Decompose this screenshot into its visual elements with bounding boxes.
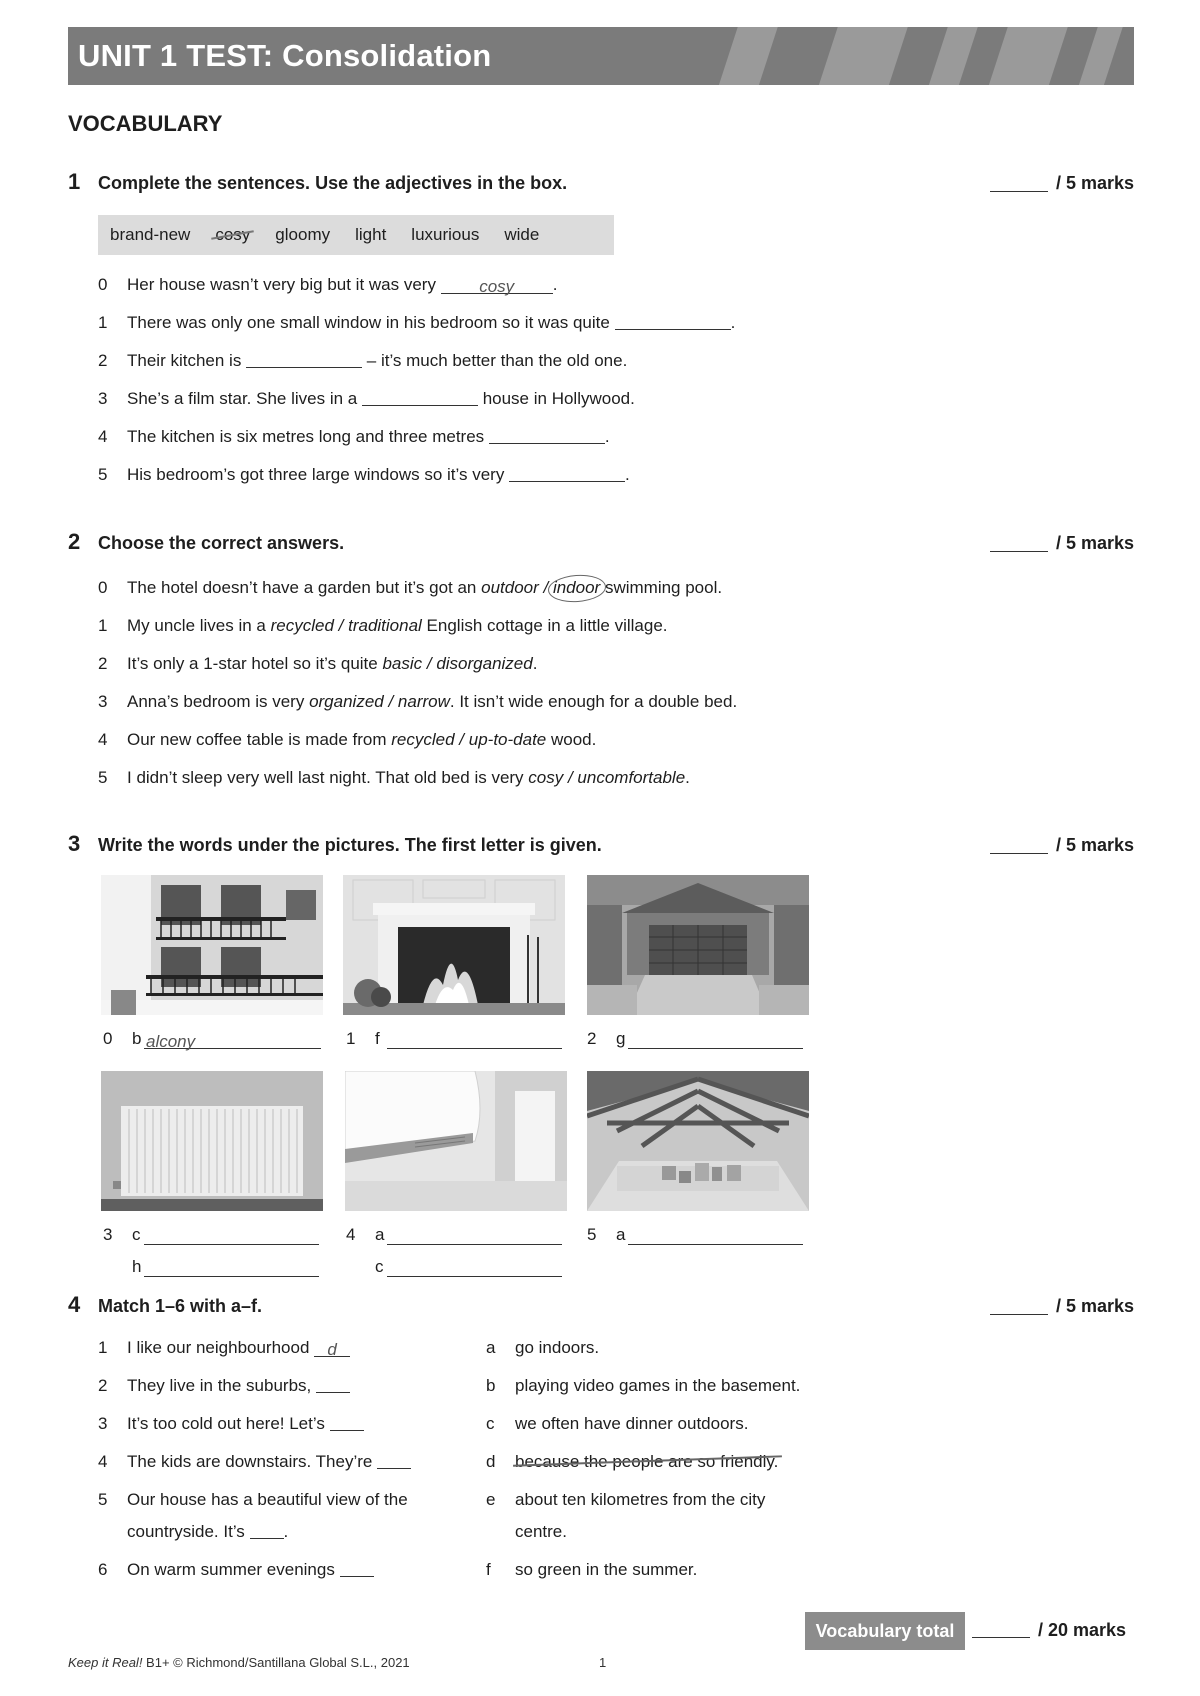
total-marks-blank[interactable] <box>972 1621 1030 1638</box>
exercise-1-header <box>68 171 1134 197</box>
option-a[interactable]: organized <box>309 692 384 711</box>
answer-blank[interactable] <box>387 1228 562 1245</box>
answer-blank[interactable] <box>615 313 731 330</box>
answer-blank[interactable]: alcony <box>144 1032 321 1049</box>
exercise-number: 2 <box>68 529 81 554</box>
answer-blank[interactable] <box>316 1376 350 1393</box>
vocabulary-total-label: Vocabulary total <box>805 1612 965 1650</box>
word-box-item: brand-new <box>110 225 191 244</box>
attic-picture <box>587 1071 809 1211</box>
balcony-picture <box>101 875 323 1015</box>
unit-header-banner <box>68 27 1134 85</box>
answer-blank[interactable] <box>340 1560 374 1577</box>
option-a[interactable]: recycled <box>391 730 455 749</box>
option-a[interactable]: cosy <box>528 768 564 787</box>
answer-blank[interactable] <box>144 1260 319 1277</box>
exercise-number: 1 <box>68 169 81 194</box>
option-b[interactable]: narrow <box>397 692 450 711</box>
fireplace-picture <box>343 875 565 1015</box>
marks-blank[interactable] <box>990 837 1048 854</box>
exercise-instruction: Complete the sentences. Use the adjectives in the box. <box>98 173 568 193</box>
marks-score: / 5 marks <box>990 533 1134 554</box>
marks-blank[interactable] <box>990 175 1048 192</box>
exercise-instruction: Choose the correct answers. <box>98 533 345 553</box>
answer-blank[interactable]: cosy <box>441 277 553 294</box>
exercise-number: 3 <box>68 831 81 856</box>
option-b-circled[interactable]: indoor <box>552 578 601 597</box>
air-conditioning-picture <box>345 1071 567 1211</box>
answer-blank[interactable] <box>330 1414 364 1431</box>
exercise-number: 4 <box>68 1292 81 1317</box>
word-box-item: luxurious <box>411 225 480 244</box>
option-b[interactable]: uncomfortable <box>577 768 686 787</box>
exercise-4-header <box>68 1294 1134 1320</box>
answer-blank[interactable] <box>144 1228 319 1245</box>
word-box-item: light <box>355 225 387 244</box>
marks-blank[interactable] <box>990 1298 1048 1315</box>
marks-score: / 5 marks <box>990 173 1134 194</box>
exercise-3-header <box>68 833 1134 859</box>
answer-blank[interactable] <box>489 427 605 444</box>
word-box <box>98 215 614 255</box>
page-title: UNIT 1 TEST: Consolidation <box>78 38 492 73</box>
exercise-2-header <box>68 531 1134 557</box>
answer-blank[interactable] <box>387 1032 562 1049</box>
answer-blank[interactable] <box>246 351 362 368</box>
option-b[interactable]: disorganized <box>436 654 533 673</box>
answer-blank[interactable] <box>387 1260 562 1277</box>
answer-blank[interactable] <box>628 1228 803 1245</box>
answer-blank[interactable] <box>250 1522 284 1539</box>
answer-blank[interactable] <box>362 389 478 406</box>
garage-picture <box>587 875 809 1015</box>
section-title: VOCABULARY <box>68 111 223 136</box>
page-number: 1 <box>599 1655 607 1670</box>
marks-blank[interactable] <box>990 535 1048 552</box>
option-a[interactable]: recycled <box>270 616 334 635</box>
used-answer: because the people are so friendly. <box>515 1452 779 1471</box>
option-a[interactable]: basic <box>382 654 423 673</box>
exercise-instruction: Match 1–6 with a–f. <box>98 1296 263 1316</box>
answer-blank[interactable] <box>628 1032 803 1049</box>
total-score: / 20 marks <box>972 1620 1126 1641</box>
marks-score: / 5 marks <box>990 835 1134 856</box>
answer-blank[interactable] <box>509 465 625 482</box>
option-a[interactable]: outdoor <box>481 578 539 597</box>
copyright-footer: Keep it Real! B1+ © Richmond/Santillana Global S.L., 2021 <box>68 1655 410 1670</box>
radiator-picture <box>101 1071 323 1211</box>
word-box-item-used: cosy <box>215 225 251 244</box>
word-box-item: wide <box>504 225 540 244</box>
word-box-item: gloomy <box>275 225 331 244</box>
answer-blank[interactable] <box>377 1452 411 1469</box>
answer-blank[interactable]: d <box>314 1340 350 1357</box>
marks-score: / 5 marks <box>990 1296 1134 1317</box>
option-b[interactable]: up-to-date <box>468 730 547 749</box>
option-b[interactable]: traditional <box>348 616 422 635</box>
exercise-instruction: Write the words under the pictures. The first letter is given. <box>98 835 602 855</box>
